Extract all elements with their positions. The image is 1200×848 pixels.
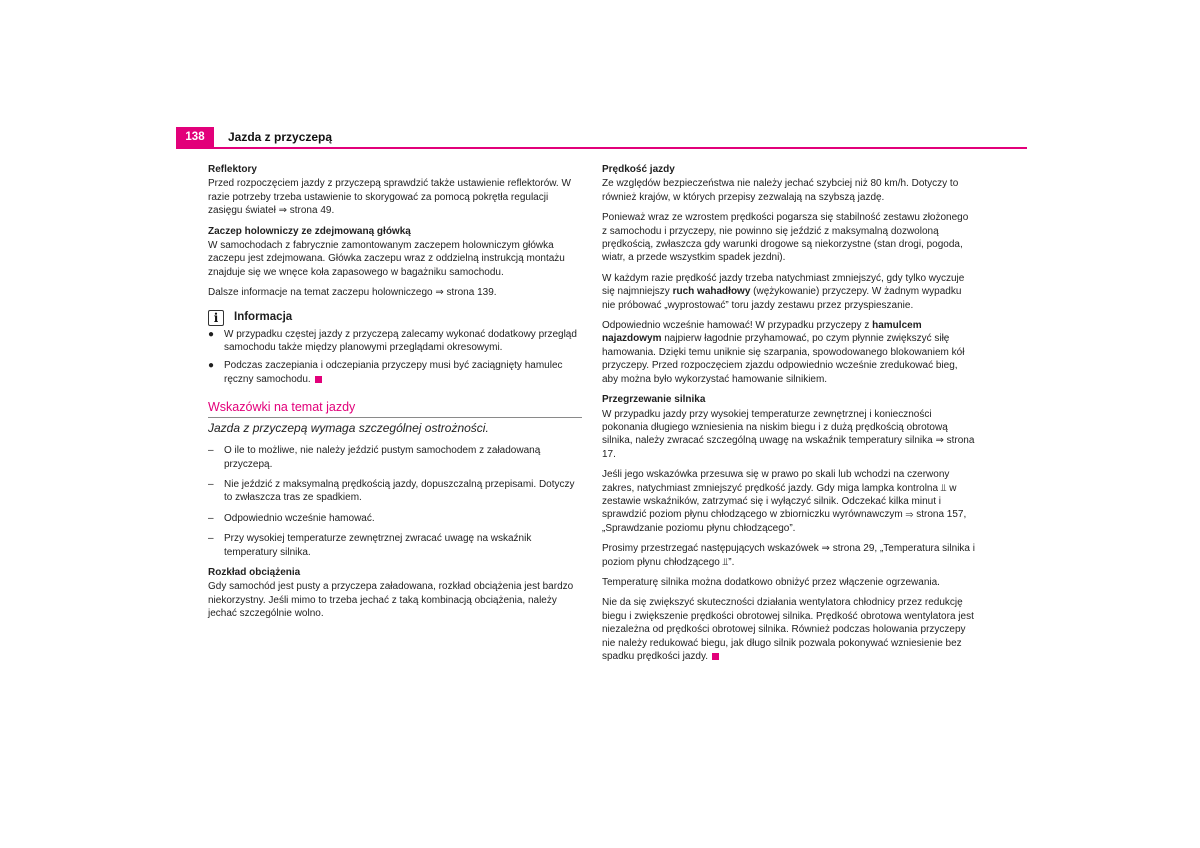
dash-item: [208, 478, 582, 505]
bullet-icon: ●: [208, 360, 215, 372]
coolant-temperature-icon: ⫫: [722, 556, 729, 568]
page-header: [176, 127, 1027, 149]
note-bullet: [208, 328, 582, 355]
paragraph-rozklad: Gdy samochód jest pusty a przyczepa załadowana, rozkład obciążenia jest bardzo niekorzystny. Jeśli mimo to trzeba jechać z taką kombinacją obciążenia, należy jechać szczególnie wolno.: [208, 581, 574, 620]
info-note-title: Informacja: [234, 310, 293, 323]
heading-zaczep: Zaczep holowniczy ze zdejmowaną główką: [208, 225, 411, 237]
page-number: 138: [176, 127, 214, 147]
dash-item-text: Odpowiednio wcześnie hamować.: [224, 512, 375, 524]
note-bullet-text: W przypadku częstej jazdy z przyczepą zalecamy wykonać dodatkowy przegląd samochodu także między planowymi przeglądami okresowymi.: [224, 328, 577, 354]
note-bullet-text: Podczas zaczepiania i odczepiania przyczepy musi być zaciągnięty hamulec ręczny samochodu.: [224, 360, 563, 385]
header-rule: [176, 147, 1027, 149]
heading-rozklad: Rozkład obciążenia: [208, 566, 301, 578]
paragraph-reflektory: Przed rozpoczęciem jazdy z przyczepą sprawdzić także ustawienie reflektorów. W razie potrzeby trzeba ustawienie to skorygować za pomocą pokrętła regulacji zasięgu świateł ⇒ strona 49.: [208, 178, 571, 217]
running-title: Jazda z przyczepą: [228, 130, 333, 144]
end-mark-icon: [315, 376, 322, 383]
dash-item-text: Nie jeździć z maksymalną prędkością jazdy, dopuszczalną przepisami. Dotyczy to zwłaszcza tras ze spadkiem.: [224, 478, 575, 504]
bullet-icon: ●: [208, 328, 215, 340]
section-subtitle: Jazda z przyczepą wymaga szczególnej ostrożności.: [208, 420, 489, 435]
note-bullet: [208, 359, 582, 386]
paragraph-zaczep-2: Dalsze informacje na temat zaczepu holowniczego ⇒ strona 139.: [208, 287, 497, 299]
paragraph-przegrzewanie-1: W przypadku jazdy przy wysokiej temperaturze zewnętrznej i konieczności pokonania długiego wzniesienia na niskim biegu i z dużą prędkością obrotową silnika, należy zwracać szczególną uwagę na wskaźnik temperatury silnika ⇒ strona 17.: [602, 408, 975, 460]
coolant-temperature-icon: ⫫: [940, 482, 947, 494]
dash-marker: –: [208, 478, 214, 490]
heading-reflektory: Reflektory: [208, 164, 257, 175]
dash-item-text: Przy wysokiej temperaturze zewnętrznej zwracać uwagę na wskaźnik temperatury silnika.: [224, 533, 532, 558]
info-note-header: [208, 310, 582, 326]
paragraph-predkosc-3: W każdym razie prędkość jazdy trzeba natychmiast zmniejszyć, gdy tylko wyczuje się najmniejszy ruch wahadłowy (wężykowanie) przyczepy. W żadnym wypadku nie próbować „wyprostować” toru jazdy zestawu przez przyspieszanie.: [602, 272, 965, 311]
dash-marker: –: [208, 445, 214, 457]
paragraph-przegrzewanie-5: Nie da się zwiększyć skuteczności działania wentylatora chłodnicy przez redukcję biegu i zwiększenie prędkości obrotowej silnika. Prędkość obrotowa wentylatora jest niezależna od prędkości obrotowej silnika. Również podczas holowania przyczepy nie należy redukować biegu, jak długo silnik pozwala pokonywać wzniesienie bez spadku prędkości jazdy.: [602, 597, 974, 662]
dash-item-text: O ile to możliwe, nie należy jeździć pustym samochodem z załadowaną przyczepą.: [224, 445, 541, 470]
paragraph-predkosc-2: Ponieważ wraz ze wzrostem prędkości pogarsza się stabilność zestawu złożonego z samochodu i przyczepy, nie powinno się jeździć z maksymalną dozwoloną prędkością, zwłaszcza gdy warunki drogowe są niekorzystne (stan drogi, pogoda, wiatr, a przede wszystkim spadek jezdni).: [602, 212, 969, 264]
info-note: [208, 310, 582, 387]
paragraph-przegrzewanie-2: Jeśli jego wskazówka przesuwa się w prawo po skali lub wchodzi na czerwony zakres, natychmiast zmniejszyć prędkość jazdy. Gdy miga lampka kontrolna ⫫ w zestawie wskaźników, zatrzymać się i wyłączyć silnik. Odczekać kilka minut i sprawdzić poziom płynu chłodzącego w zbiorniczku wyrównawczym ⇒ strona 157, „Sprawdzanie poziomu płynu chłodzącego”.: [602, 469, 967, 534]
paragraph-predkosc-1: Ze względów bezpieczeństwa nie należy jechać szybciej niż 80 km/h. Dotyczy to również krajów, w których przepisy zezwalają na szybszą jazdę.: [602, 178, 959, 203]
left-column: [208, 163, 582, 628]
dash-marker: –: [208, 533, 214, 545]
paragraph-predkosc-4: Odpowiednio wcześnie hamować! W przypadku przyczepy z hamulcem najazdowym najpierw łagodnie przyhamować, po czym płynnie zwiększyć siłę hamowania. Dzięki temu uniknie się szarpania, spowodowanego blokowaniem kół przyczepy. Przed rozpoczęciem zjazdu odpowiednio wcześnie zredukować bieg, aby można było wykorzystać hamowanie silnikiem.: [602, 320, 965, 385]
paragraph-przegrzewanie-4: Temperaturę silnika można dodatkowo obniżyć przez włączenie ogrzewania.: [602, 576, 940, 588]
heading-przegrzewanie: Przegrzewanie silnika: [602, 394, 706, 406]
info-icon: i: [208, 310, 224, 326]
dash-item: [208, 444, 582, 471]
section-title: Wskazówki na temat jazdy: [208, 401, 582, 417]
paragraph-przegrzewanie-3: Prosimy przestrzegać następujących wskazówek ⇒ strona 29, „Temperatura silnika i poziom płynu chłodzącego ⫫”.: [602, 543, 975, 568]
dash-marker: –: [208, 512, 214, 524]
right-column: [602, 163, 976, 670]
paragraph-zaczep-1: W samochodach z fabrycznie zamontowanym zaczepem holowniczym główka zaczepu jest zdejmowana. Główka zaczepu wraz z oddzielną instrukcją montażu znajduje się we wnęce koła zapasowego w bagażniku samochodu.: [208, 240, 565, 278]
dash-item: [208, 512, 582, 525]
heading-predkosc: Prędkość jazdy: [602, 164, 675, 175]
end-mark-icon: [712, 653, 719, 660]
dash-item: [208, 532, 582, 559]
